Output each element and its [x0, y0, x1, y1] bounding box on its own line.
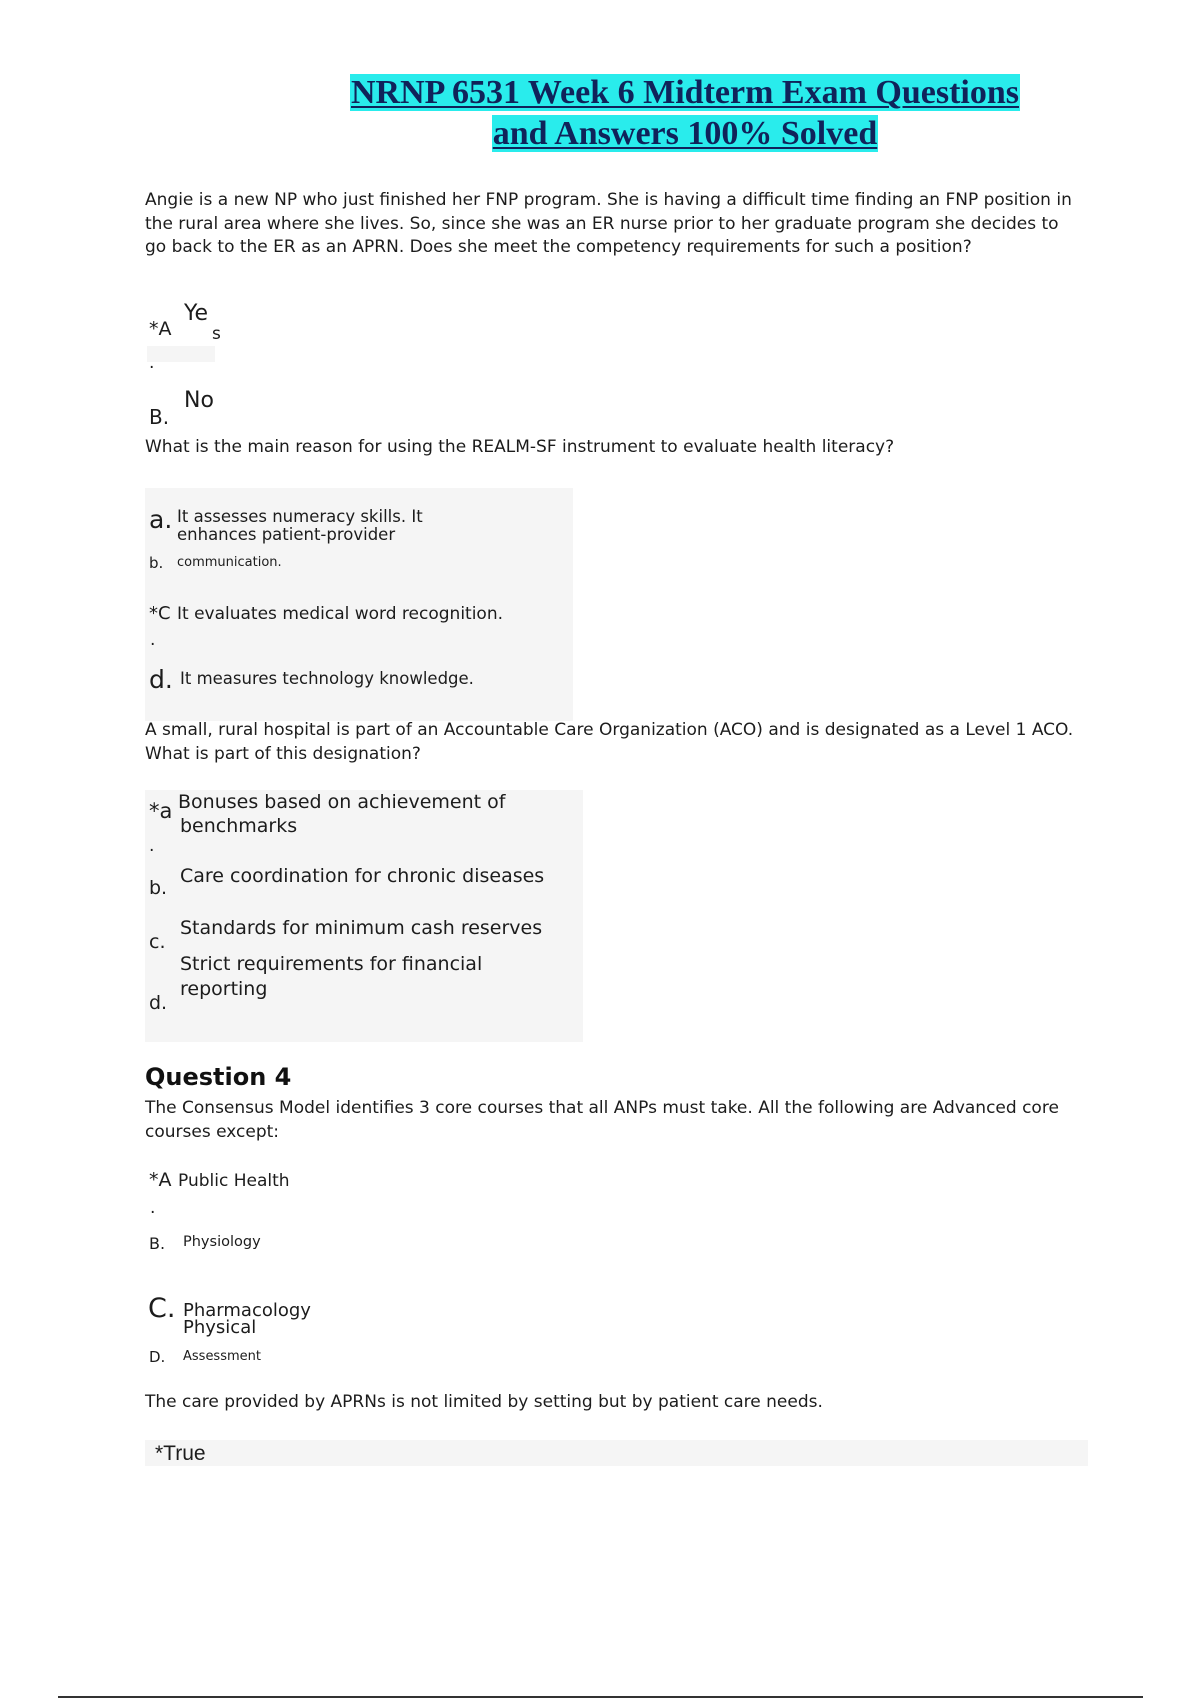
q1-option-a-text: Ye [184, 301, 209, 326]
q2-option-b-text: communication. [177, 555, 282, 570]
q3-option-b-text: Care coordination for chronic diseases [180, 865, 545, 887]
question-3-stem: A small, rural hospital is part of an Accountable Care Organization (ACO) and is designated as a Level 1 ACO. What is part of this designation? [145, 720, 1074, 764]
q4-option-d-text: Assessment [183, 1349, 261, 1364]
document-title [250, 72, 1120, 154]
q3-option-c-marker: c. [149, 931, 166, 953]
q1-option-a-shade [147, 346, 215, 362]
q2-option-c-dot: . [150, 630, 156, 650]
q2-option-a-marker: a. [149, 505, 173, 534]
q3-option-c-text: Standards for minimum cash reserves [180, 917, 543, 939]
q2-option-d-marker: d. [149, 665, 173, 694]
q2-option-c-text: It evaluates medical word recognition. [177, 604, 504, 624]
q3-option-a-text: Bonuses based on achievement of [178, 791, 506, 813]
q1-option-b-marker: B. [149, 405, 170, 429]
q4-option-c-text-cont: Physical [183, 1317, 257, 1338]
q4-option-b-text: Physiology [183, 1234, 261, 1250]
q4-option-d-marker: D. [149, 1348, 166, 1366]
q3-option-d-marker: d. [149, 992, 168, 1014]
q2-option-b-text-cont: enhances patient-provider [177, 525, 396, 544]
question-4-heading: Question 4 [145, 1063, 292, 1091]
q4-option-c-marker: C. [148, 1293, 176, 1324]
q3-option-a-text-cont: benchmarks [180, 815, 298, 837]
q1-option-a-text-tail: s [212, 324, 221, 344]
question-4-stem: The Consensus Model identifies 3 core courses that all ANPs must take. All the following are Advanced core courses except: [145, 1098, 1059, 1142]
q5-answer: *True [155, 1442, 206, 1465]
q2-option-d-text: It measures technology knowledge. [180, 669, 474, 688]
q4-option-a-marker: *A [149, 1169, 172, 1191]
title-line-2: and Answers 100% Solved [492, 115, 878, 152]
q2-option-c-marker: *C [149, 603, 171, 624]
q3-option-a-dot: . [149, 836, 155, 856]
question-5-stem: The care provided by APRNs is not limited by setting but by patient care needs. [145, 1392, 823, 1412]
title-line-1: NRNP 6531 Week 6 Midterm Exam Questions [350, 74, 1019, 111]
q3-option-d-text: Strict requirements for financial [180, 953, 483, 975]
q2-option-b-marker: b. [149, 554, 164, 572]
q2-option-a-text: It assesses numeracy skills. It [177, 507, 423, 526]
q4-option-b-marker: B. [149, 1234, 166, 1253]
page-bottom-rule [58, 1696, 1143, 1698]
question-2-stem: What is the main reason for using the REALM-SF instrument to evaluate health literacy? [145, 437, 895, 457]
q1-option-b-text: No [184, 388, 214, 413]
question-1-stem: Angie is a new NP who just finished her FNP program. She is having a difficult time finding an FNP position in the rural area where she lives. So, since she was an ER nurse prior to her graduate program she decides to go back to the ER as an APRN. Does she meet the competency requirements for such a position? [145, 190, 1072, 257]
q3-option-b-marker: b. [149, 877, 168, 899]
q1-option-a-marker: *A [149, 318, 172, 340]
q4-option-c-text: Pharmacology [183, 1300, 311, 1321]
q3-option-a-marker: *a [149, 799, 173, 823]
q3-option-d-text-cont: reporting [180, 978, 268, 1000]
q1-option-a-dot: . [149, 353, 155, 373]
q4-option-a-text: Public Health [178, 1171, 290, 1191]
q4-option-a-dot: . [150, 1198, 156, 1218]
q5-answer-box [145, 1440, 1088, 1466]
